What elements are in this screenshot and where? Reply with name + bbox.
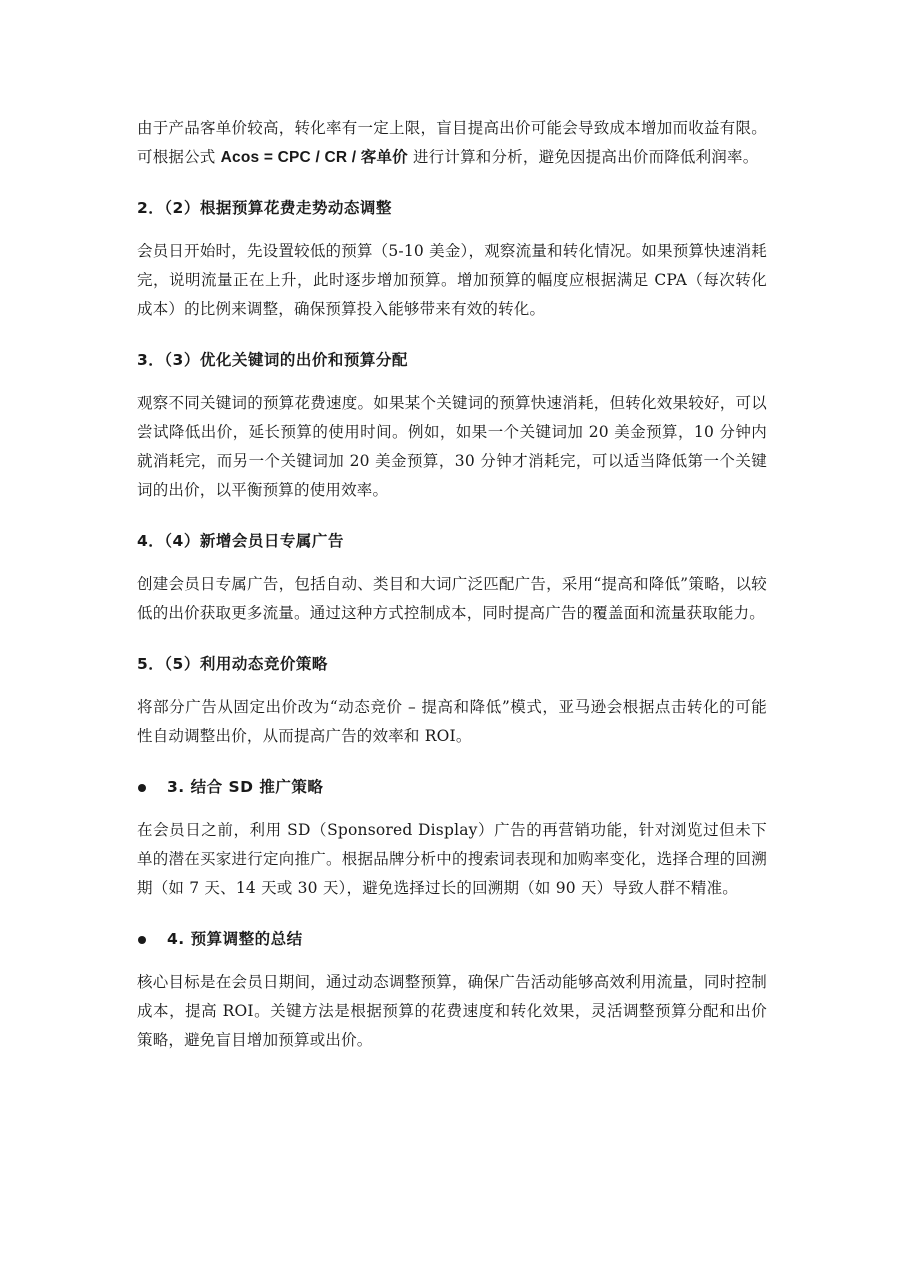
bullet-heading-text: 3. 结合 SD 推广策略: [167, 778, 324, 796]
bullet-body-sd-strategy: 在会员日之前，利用 SD（Sponsored Display）广告的再营销功能，针对浏览过但未下单的潜在买家进行定向推广。根据品牌分析中的搜索词表现和加购率变化，选择合理的回溯期（如 7 天、14 天或 30 天），避免选择过长的回溯期（如 90 天）导致人群不精准。: [137, 821, 767, 897]
section-heading-2: 2．（2）根据预算花费走势动态调整: [137, 199, 392, 217]
section-body-3: 观察不同关键词的预算花费速度。如果某个关键词的预算快速消耗，但转化效果较好，可以尝试降低出价，延长预算的使用时间。例如，如果一个关键词加 20 美金预算，10 分钟内就消耗完，而另一个关键词加 20 美金预算，30 分钟才消耗完，可以适当降低第一个关键词的出价，以平衡预算的使用效率。: [137, 394, 767, 499]
section-body-2: 会员日开始时，先设置较低的预算（5-10 美金），观察流量和转化情况。如果预算快速消耗完，说明流量正在上升，此时逐步增加预算。增加预算的幅度应根据满足 CPA（每次转化成本）的比例来调整，确保预算投入能够带来有效的转化。: [137, 242, 767, 318]
section-body-4: 创建会员日专属广告，包括自动、类目和大词广泛匹配广告，采用“提高和降低”策略，以较低的出价获取更多流量。通过这种方式控制成本，同时提高广告的覆盖面和流量获取能力。: [137, 575, 767, 622]
section-heading-5: 5．（5）利用动态竞价策略: [137, 655, 328, 673]
section-body-5: 将部分广告从固定出价改为“动态竞价 – 提高和降低”模式，亚马逊会根据点击转化的可能性自动调整出价，从而提高广告的效率和 ROI。: [137, 698, 767, 745]
bullet-heading-text: 4. 预算调整的总结: [167, 930, 303, 948]
bullet-dot-icon: [138, 784, 146, 792]
intro-text-after: 进行计算和分析，避免因提高出价而降低利润率。: [407, 148, 759, 166]
intro-text-before: 由于产品客单价较高，转化率有一定上限，盲目提高出价可能会导致成本增加而收益有限。可根据公式: [137, 119, 767, 166]
acos-formula: Acos = CPC / CR / 客单价: [220, 149, 408, 166]
bullet-dot-icon: [138, 936, 146, 944]
intro-paragraph: [137, 114, 767, 172]
document-page: [137, 114, 767, 1055]
bullet-body-budget-summary: 核心目标是在会员日期间，通过动态调整预算，确保广告活动能够高效利用流量，同时控制成本，提高 ROI。关键方法是根据预算的花费速度和转化效果，灵活调整预算分配和出价策略，避免盲目增加预算或出价。: [137, 973, 767, 1049]
section-heading-3: 3．（3）优化关键词的出价和预算分配: [137, 351, 408, 369]
bullet-heading-sd-strategy: [137, 773, 767, 802]
section-heading-4: 4．（4）新增会员日专属广告: [137, 532, 344, 550]
bullet-heading-budget-summary: [137, 925, 767, 954]
